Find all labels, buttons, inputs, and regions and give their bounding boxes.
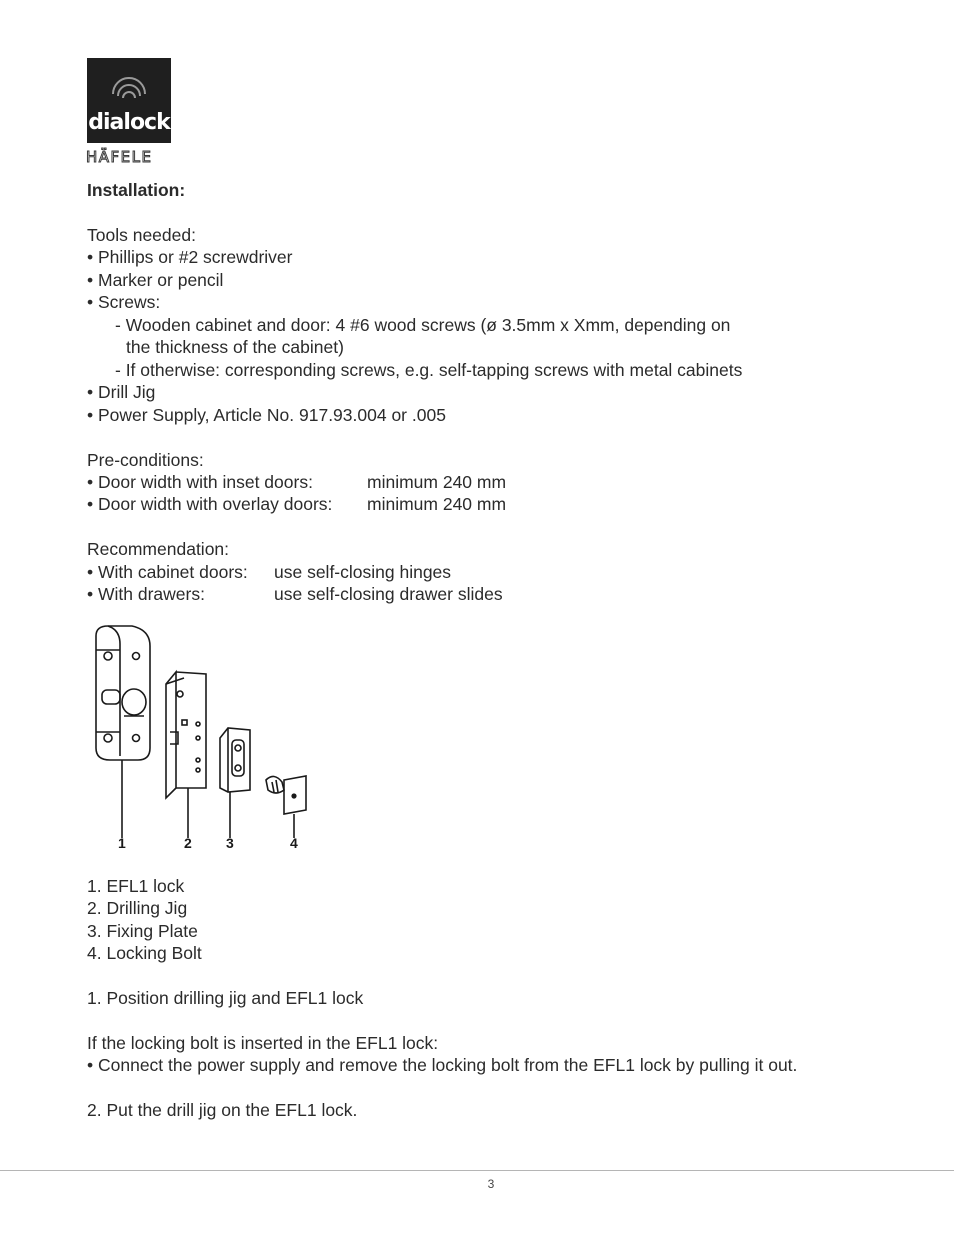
locking-bolt-drawing (266, 776, 306, 838)
fixing-plate-drawing (220, 728, 250, 838)
tools-item: • Marker or pencil (87, 270, 224, 290)
signal-arcs-icon (109, 72, 149, 106)
recommendation-label: • With drawers: (87, 584, 205, 604)
screws-subitem: - If otherwise: corresponding screws, e.g. self-tapping screws with metal cabinets (115, 360, 743, 380)
screws-subitem: - Wooden cabinet and door: 4 #6 wood screws (ø 3.5mm x Xmm, depending on (115, 315, 731, 335)
recommendation-value: use self-closing hinges (274, 562, 452, 582)
logo-wordmark: dialock (88, 110, 170, 135)
step-1: 1. Position drilling jig and EFL1 lock (87, 988, 364, 1008)
drilling-jig-drawing (166, 672, 206, 838)
recommendation-label: • With cabinet doors: (87, 562, 248, 582)
step-2: 2. Put the drill jig on the EFL1 lock. (87, 1100, 358, 1120)
tools-title: Tools needed: (87, 225, 196, 245)
recommendation-title: Recommendation: (87, 539, 230, 559)
callout-1: 1 (118, 835, 126, 851)
footer-divider (0, 1170, 954, 1171)
parts-list-item: 1. EFL1 lock (87, 876, 185, 896)
step-condition-bullet: • Connect the power supply and remove the locking bolt from the EFL1 lock by pulling it out. (87, 1055, 798, 1075)
dialock-logo (87, 58, 171, 143)
parts-list-item: 4. Locking Bolt (87, 943, 202, 963)
page-number: 3 (487, 1177, 495, 1191)
preconditions-title: Pre-conditions: (87, 450, 204, 470)
precondition-label: • Door width with inset doors: (87, 472, 313, 492)
page-heading: Installation: (87, 180, 186, 200)
tools-item: • Phillips or #2 screwdriver (87, 247, 293, 267)
screws-subitem-continued: the thickness of the cabinet) (126, 337, 344, 357)
parts-diagram (88, 620, 328, 855)
precondition-label: • Door width with overlay doors: (87, 494, 333, 514)
callout-2: 2 (184, 835, 192, 851)
tools-item: • Screws: (87, 292, 161, 312)
parts-list-item: 3. Fixing Plate (87, 921, 198, 941)
tools-item: • Power Supply, Article No. 917.93.004 or .005 (87, 405, 446, 425)
precondition-value: minimum 240 mm (367, 494, 507, 514)
step-condition: If the locking bolt is inserted in the EFL1 lock: (87, 1033, 439, 1053)
efl1-lock-drawing (96, 626, 150, 838)
hafele-logo (86, 148, 172, 165)
hafele-brand-text: HÄFELE (86, 148, 153, 166)
tools-item: • Drill Jig (87, 382, 156, 402)
precondition-value: minimum 240 mm (367, 472, 507, 492)
parts-list-item: 2. Drilling Jig (87, 898, 188, 918)
recommendation-value: use self-closing drawer slides (274, 584, 503, 604)
callout-4: 4 (290, 835, 298, 851)
callout-3: 3 (226, 835, 234, 851)
